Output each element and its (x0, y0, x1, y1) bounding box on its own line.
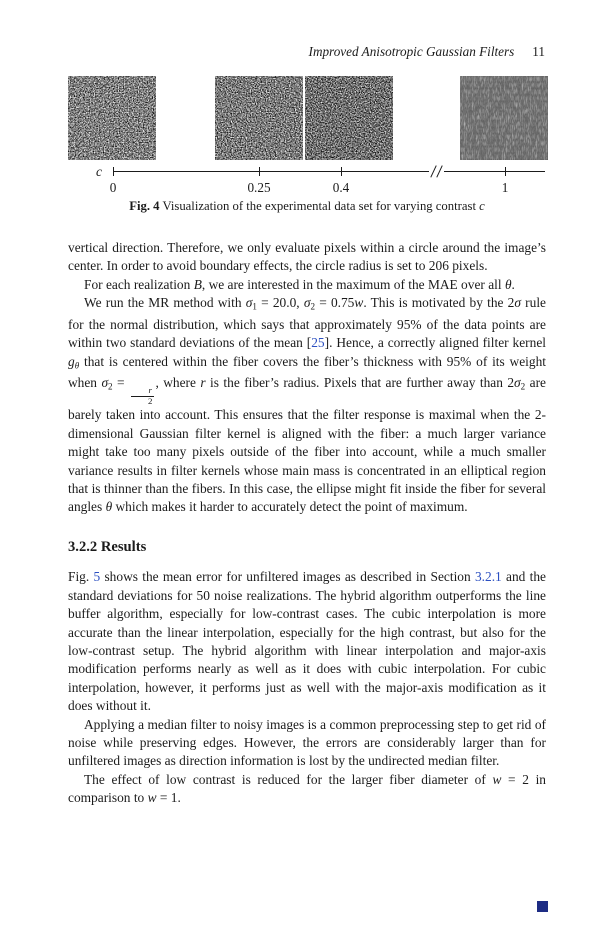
text-run: σ (303, 295, 311, 311)
paragraph-2 (68, 276, 546, 294)
paragraph-4 (68, 568, 546, 715)
text-run: σ (514, 375, 521, 391)
text-run: For each realization (84, 276, 194, 292)
paragraph-1 (68, 239, 546, 276)
text-run: = 1. (156, 790, 181, 806)
noise-image-contrast-0 (68, 76, 156, 160)
text-run: are barely taken into account. This ensures that the filter response is maximal when the 2-dimensional Gaussian filter kernel is aligned with the fiber: a much larger variance might take too many pixels outside of the fiber into account, while a much smaller variance results in filter kernels whose main mass is concentrated in an elliptical region that is thinner than the fibers. In this case, the ellipse might fit inside the fiber for several angles (68, 375, 546, 515)
axis-tick-label-0-4: 0.4 (332, 180, 350, 195)
text-run: = (112, 375, 130, 391)
text-run: 2 (310, 301, 315, 312)
text-run: c (479, 199, 485, 213)
text-run: w (354, 295, 364, 311)
figure-caption (68, 199, 546, 214)
text-run: = 2 in comparison to (68, 771, 546, 806)
text-run: . (511, 276, 515, 292)
text-run: Fig. 4 (129, 199, 160, 213)
text-run: Visualization of the experimental data set for varying contrast (159, 199, 480, 213)
text-run: We run the MR method with (84, 295, 246, 311)
text-run: shows the mean error for unfiltered images as described in Section (100, 569, 475, 585)
text-run: σ (245, 295, 253, 311)
noise-image-contrast-0-4 (305, 76, 393, 160)
text-run: B (193, 276, 202, 292)
text-run: . This is motivated by the 2 (363, 295, 515, 311)
text-run: θ (74, 359, 80, 370)
text-run: which makes it harder to accurately detect the point of maximum. (112, 499, 468, 515)
text-run: , where (155, 375, 201, 391)
paragraph-5 (68, 716, 546, 771)
paragraph-3 (68, 294, 546, 517)
text-run: w (147, 790, 157, 806)
section-heading-results: 3.2.2 Results (68, 538, 147, 555)
text-run: 2 (108, 381, 113, 392)
paragraph-6 (68, 771, 546, 808)
text-run: Applying a median filter to noisy images is a common preprocessing step to get rid of noise while preserving edges. However, the errors are considerably larger than for unfiltered images as direction information is lost by the undirected median filter. (68, 716, 546, 769)
text-run: vertical direction. Therefore, we only evaluate pixels within a circle around the image’s center. In order to avoid boundary effects, the circle radius is set to 206 pixels. (68, 240, 546, 274)
text-run: rule for the normal distribution, which says that approximately 95% of the data points are within two standard deviations of the mean [ (68, 295, 546, 351)
text-run: = 20.0, (256, 295, 304, 311)
axis-tick (113, 167, 114, 176)
text-run: g (68, 353, 75, 369)
text-run: 1 (252, 301, 257, 312)
text-run: = 0.75 (315, 295, 355, 311)
corner-marker (537, 901, 548, 912)
text-run: θ (105, 499, 113, 515)
axis-tick-label-0-25: 0.25 (247, 180, 271, 195)
text-run: 2 (520, 381, 526, 392)
axis-tick (505, 167, 506, 176)
axis-tick (259, 167, 260, 176)
text-run: Fig. (68, 569, 94, 585)
axis-variable-label: c (96, 164, 102, 179)
page-number: 11 (532, 44, 545, 59)
text-run: that is centered within the fiber covers the fiber’s thickness with 95% of its weight when (68, 353, 546, 391)
text-run: σ (101, 375, 109, 391)
running-head (309, 44, 545, 60)
axis-tick-label-1: 1 (501, 180, 509, 195)
text-run: is the fiber’s radius. Pixels that are further away than 2 (205, 375, 515, 391)
text-run: w (492, 771, 502, 787)
text-run: ]. Hence, a correctly aligned filter kernel (324, 335, 546, 351)
text-run: and the standard deviations for 50 noise realizations. The hybrid algorithm outperforms the line buffer algorithm, especially for low-contrast cases. The cubic interpolation is more accurate than the linear interpolation, especially for the high contrast, but also for the low-contrast setup. The hybrid algorithm with linear interpolation and major-axis modification performs nearly as well as it does with cubic interpolation. For cubic interpolation, however, it performs just as well with the major-axis modification as it does without it. (68, 569, 546, 714)
axis-tick-label-0: 0 (109, 180, 117, 195)
noise-image-contrast-0-25 (215, 76, 303, 160)
figure-5-link[interactable]: 5 (93, 569, 101, 585)
text-run: r (200, 375, 206, 391)
body-text-column (68, 239, 546, 808)
text-run: The effect of low contrast is reduced for the larger fiber diameter of (84, 771, 493, 787)
text-run: , we are interested in the maximum of the MAE over all (201, 276, 505, 292)
axis-tick (341, 167, 342, 176)
running-title: Improved Anisotropic Gaussian Filters (308, 44, 515, 59)
section-3-2-1-link[interactable]: 3.2.1 (474, 569, 502, 585)
citation-25-link[interactable]: 25 (311, 335, 325, 351)
contrast-axis-line (113, 171, 545, 172)
text-run: σ (514, 295, 521, 311)
text-run: $\frac{r}{2}$ (130, 386, 154, 407)
text-run: θ (504, 276, 512, 292)
noise-image-contrast-1 (460, 76, 548, 160)
